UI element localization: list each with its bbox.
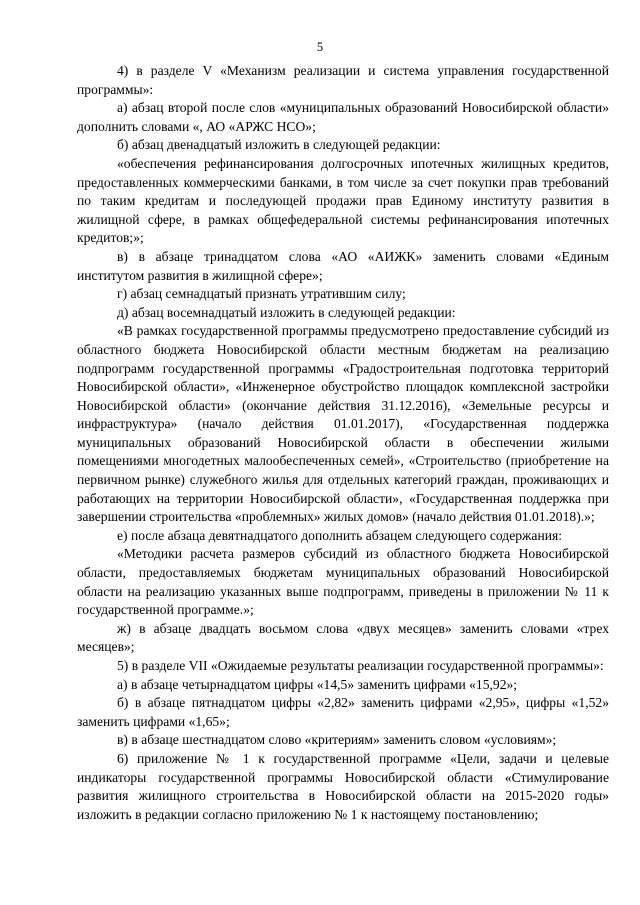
paragraph-refinancing-quote: «обеспечения рефинансирования долгосрочных ипотечных жилищных кредитов, предоставленных коммерческими банками, в том числе за счет покупки прав требований по таким кредитам и последующей продажи прав Единому институту развития в жилищной сфере, в рамках общефедеральной системы рефинансирования ипотечных кредитов;»; <box>77 155 609 246</box>
paragraph-e-nineteenth: е) после абзаца девятнадцатого дополнить абзацем следующего содержания: <box>117 527 563 543</box>
paragraph-section-vii: 5) в разделе VII «Ожидаемые результаты реализации государственной программы»: <box>117 658 604 673</box>
paragraph-v-sixteenth: в) в абзаце шестнадцатом слово «критериям» заменить словом «условиям»; <box>117 732 557 748</box>
paragraph-a-second: а) абзац второй после слов «муниципальных образований Новосибирской области» дополнить словами «, АО «АРЖС НСО»; <box>77 100 609 134</box>
paragraph-appendix-1: 6) приложение № 1 к государственной программе «Цели, задачи и целевые индикаторы государственной программы Новосибирской области «Стимулирование развития жилищного строительства в Новосибирской области на 2015-2020 годы» изложить в редакции согласно приложению № 1 к настоящему постановлению; <box>77 750 609 822</box>
paragraph-d-eighteenth: д) абзац восемнадцатый изложить в следующей редакции: <box>117 304 456 320</box>
paragraph-v-thirteenth: в) в абзаце тринадцатом слова «АО «АИЖК» заменить словами «Единым институтом развития в жилищной сфере»; <box>77 248 609 283</box>
paragraph-section-v: 4) в разделе V «Механизм реализации и система управления государственной программы»: <box>77 63 609 97</box>
paragraph-b-twelfth: б) абзац двенадцатый изложить в следующей редакции: <box>117 137 441 153</box>
paragraph-a-fourteenth: а) в абзаце четырнадцатом цифры «14,5» заменить цифрами «15,92»; <box>117 676 518 692</box>
paragraph-b-fifteenth: б) в абзаце пятнадцатом цифры «2,82» заменить цифрами «2,95», цифры «1,52» заменить цифрами «1,65»; <box>77 695 609 729</box>
paragraph-zh-twenty-eighth: ж) в абзаце двадцать восьмом слова «двух месяцев» заменить словами «трех месяцев»; <box>77 620 609 655</box>
document-body <box>77 62 609 824</box>
page-number: 5 <box>316 40 324 54</box>
paragraph-methods-quote: «Методики расчета размеров субсидий из областного бюджета Новосибирской области, предоставляемых бюджетам муниципальных образований Новосибирской области на реализацию указанных выше подпрограмм, приведены в приложении № 11 к государственной программе.»; <box>77 546 609 618</box>
paragraph-g-seventeenth: г) абзац семнадцатый признать утратившим силу; <box>117 286 406 302</box>
paragraph-subsidies-quote: «В рамках государственной программы предусмотрено предоставление субсидий из областного бюджета Новосибирской области местным бюджетам на реализацию подпрограмм государственной программы «Градостроительная подготовка территорий Новосибирской области», «Инженерное обустройство площадок комплексной застройки Новосибирской области» (окончание действия 31.12.2016), «Земельные ресурсы и инфраструктура» (начало действия 01.01.2017), «Государственная поддержка муниципальных образований Новосибирской области в обеспечении жилыми помещениями многодетных малообеспеченных семей», «Строительство (приобретение на первичном рынке) служебного жилья для отдельных категорий граждан, проживающих и работающих на территории Новосибирской области», «Государственная поддержка при завершении строительства «проблемных» жилых домов» (начало действия 01.01.2018).»; <box>77 323 609 525</box>
